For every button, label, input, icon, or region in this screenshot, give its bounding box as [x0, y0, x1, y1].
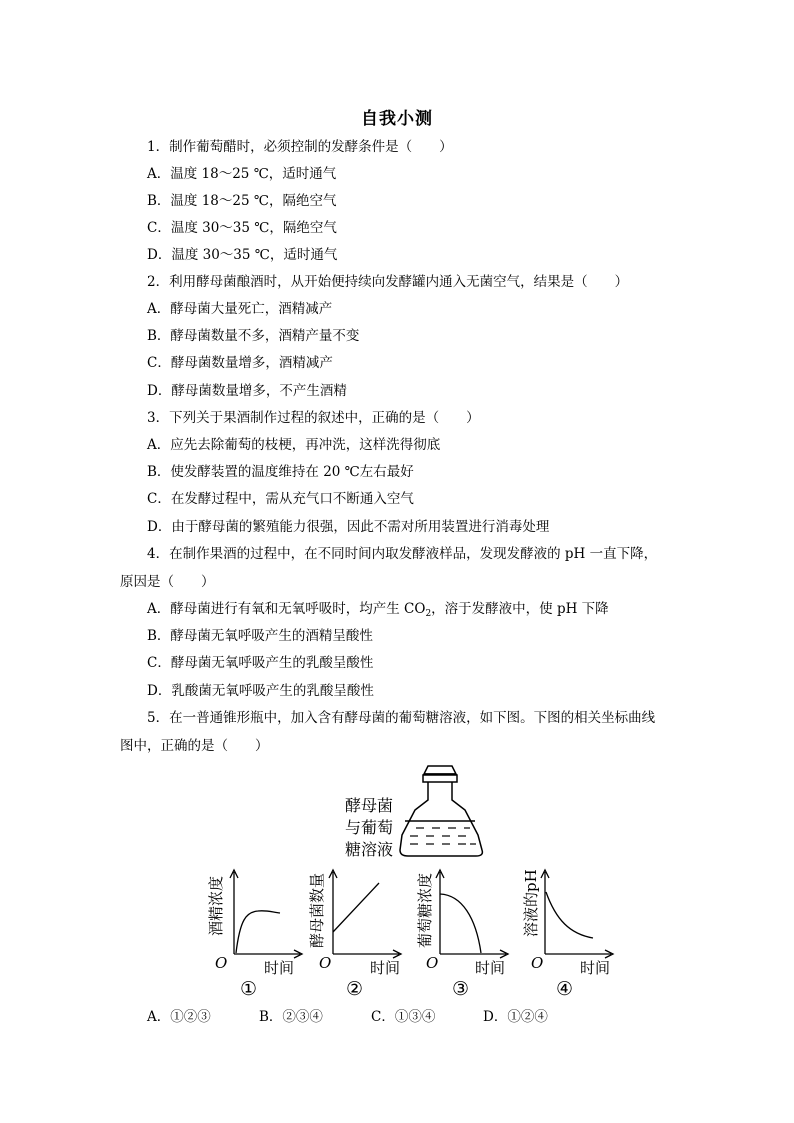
- graph-2-curve: [333, 883, 379, 932]
- question-5-option-c: C．①③④: [371, 1009, 436, 1025]
- flask-illustration: [400, 766, 482, 856]
- question-4-option-a: [147, 600, 609, 623]
- question-4-option-d: D．乳酸菌无氧呼吸产生的乳酸呈酸性: [147, 683, 374, 699]
- question-4-stem-continued: 原因是（ ）: [120, 574, 215, 590]
- graph-3: [416, 870, 508, 1000]
- graph-1-curve: [236, 911, 280, 953]
- graph-4-origin: O: [531, 954, 544, 972]
- graph-2-ylabel: 酵母菌数量: [308, 872, 326, 948]
- graph-3-curve: [440, 894, 481, 953]
- graph-1-xlabel: 时间: [264, 959, 295, 977]
- graph-2-origin: O: [319, 954, 332, 972]
- graph-1-origin: O: [215, 954, 228, 972]
- question-4-option-a-sub: 2: [425, 609, 432, 619]
- graph-3-origin: O: [426, 954, 439, 972]
- question-1-option-d: D．温度 30～35 ℃，适时通气: [147, 247, 338, 263]
- graph-4-xlabel: 时间: [580, 959, 611, 977]
- question-5-stem-continued: 图中，正确的是（ ）: [120, 738, 269, 754]
- question-1-stem: 1．制作葡萄醋时，必须控制的发酵条件是（ ）: [147, 139, 453, 155]
- question-5-answers: [147, 1005, 595, 1025]
- graph-3-ylabel: 葡萄糖浓度: [416, 872, 434, 948]
- graph-4-number: ④: [556, 978, 574, 1000]
- question-5-option-a: A．①②③: [147, 1009, 211, 1025]
- question-2-stem: 2．利用酵母菌酿酒时，从开始便持续向发酵罐内通入无菌空气，结果是（ ）: [147, 274, 629, 290]
- question-1-option-b: B．温度 18～25 ℃，隔绝空气: [147, 193, 337, 209]
- question-2-option-c: C．酵母菌数量增多，酒精减产: [147, 355, 333, 371]
- question-3-option-d: D．由于酵母菌的繁殖能力很强，因此不需对所用装置进行消毒处理: [147, 519, 550, 535]
- question-3-option-b: B．使发酵装置的温度维持在 20 ℃左右最好: [147, 464, 414, 480]
- graph-3-xlabel: 时间: [475, 959, 506, 977]
- question-3-stem: 3．下列关于果酒制作过程的叙述中，正确的是（ ）: [147, 410, 480, 426]
- page-title: 自我小测: [361, 109, 433, 129]
- graph-4-curve: [546, 892, 593, 938]
- graph-1-ylabel: 酒精浓度: [207, 875, 225, 936]
- graph-1: [207, 870, 302, 1000]
- question-5-option-b: B．②③④: [259, 1009, 323, 1025]
- question-5-option-d: D．①②④: [483, 1009, 548, 1025]
- question-5-stem: 5．在一普通锥形瓶中，加入含有酵母菌的葡萄糖溶液，如下图。下图的相关坐标曲线: [147, 710, 656, 726]
- question-2-option-d: D．酵母菌数量增多，不产生酒精: [147, 383, 347, 399]
- graph-4: [522, 869, 613, 1000]
- question-2-option-b: B．酵母菌数量不多，酒精产量不变: [147, 328, 360, 344]
- graph-3-number: ③: [452, 978, 470, 1000]
- graph-4-ylabel: 溶液的pH: [522, 869, 540, 937]
- question-4-option-b: B．酵母菌无氧呼吸产生的酒精呈酸性: [147, 628, 373, 644]
- question-2-option-a: A．酵母菌大量死亡，酒精减产: [147, 301, 333, 317]
- flask-label-line-1: 酵母菌: [345, 796, 394, 815]
- flask-liquid-dashes: [410, 828, 476, 844]
- question-3-option-a: A．应先去除葡萄的枝梗，再冲洗，这样洗得彻底: [147, 437, 441, 453]
- flask-label-line-2: 与葡萄: [345, 818, 394, 837]
- question-3-option-c: C．在发酵过程中，需从充气口不断通入空气: [147, 491, 414, 507]
- question-4-option-a-post: ，溶于发酵液中，使 pH 下降: [431, 601, 609, 617]
- graph-2-xlabel: 时间: [370, 959, 401, 977]
- graph-2-number: ②: [346, 978, 364, 1000]
- question-1-option-c: C．温度 30～35 ℃，隔绝空气: [147, 220, 337, 236]
- question-4-option-a-pre: A．酵母菌进行有氧和无氧呼吸时，均产生 CO: [147, 601, 426, 617]
- graph-2: [308, 870, 401, 1000]
- question-4-stem: 4．在制作果酒的过程中，在不同时间内取发酵液样品，发现发酵液的 pH 一直下降，: [147, 546, 658, 562]
- graph-1-number: ①: [240, 978, 258, 1000]
- question-4-option-c: C．酵母菌无氧呼吸产生的乳酸呈酸性: [147, 655, 374, 671]
- question-1-option-a: A．温度 18～25 ℃，适时通气: [147, 166, 337, 182]
- flask-label-line-3: 糖溶液: [345, 840, 394, 859]
- question-5-figure: [0, 755, 794, 1005]
